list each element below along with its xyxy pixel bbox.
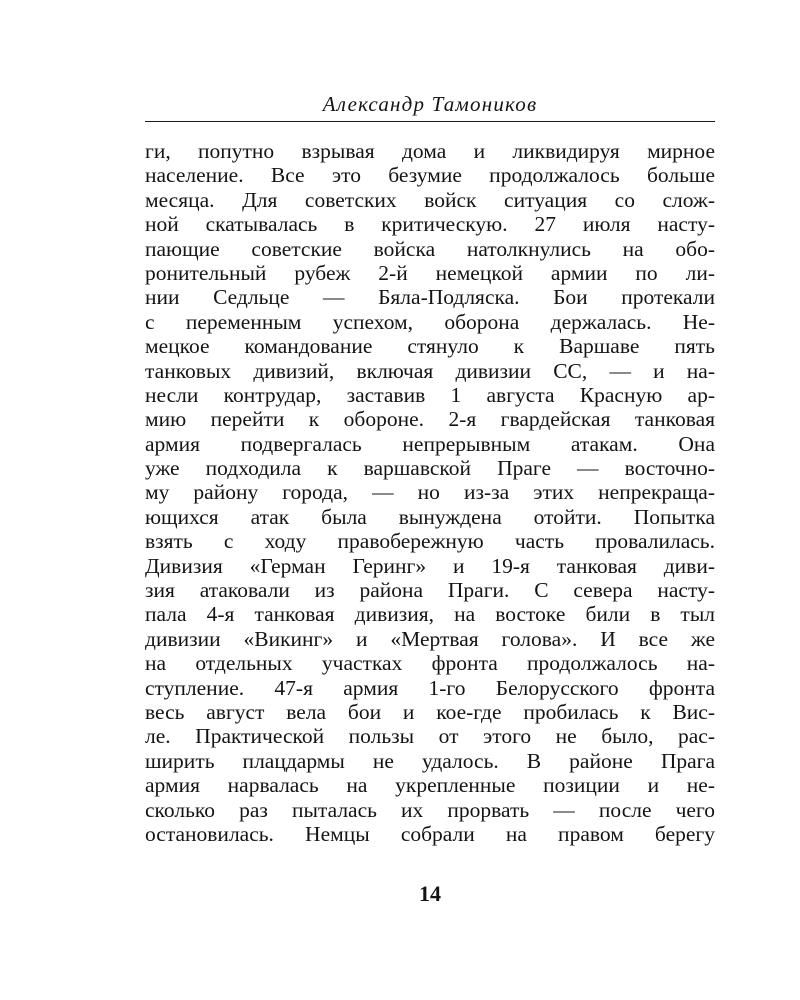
text-line: пающие советские войска натолкнулись на обо-: [145, 236, 715, 261]
text-line: армия подвергалась непрерывным атакам. Она: [145, 431, 715, 456]
text-line: с переменным успехом, оборона держалась. Не-: [145, 309, 715, 334]
text-line: танковых дивизий, включая дивизии СС, — и на-: [145, 358, 715, 383]
text-line: остановилась. Немцы собрали на правом берегу: [145, 821, 715, 846]
text-line: нии Седльце — Бяла-Подляска. Бои протекали: [145, 285, 715, 310]
text-line: Дивизия «Герман Геринг» и 19-я танковая диви-: [145, 553, 715, 578]
text-line: несли контрудар, заставив 1 августа Красную ар-: [145, 382, 715, 407]
text-line: ги, попутно взрывая дома и ликвидируя мирное: [145, 139, 715, 163]
text-line: му району города, — но из-за этих непрекраща-: [145, 480, 715, 505]
text-line: зия атаковали из района Праги. С севера насту-: [145, 578, 715, 603]
text-line: уже подходила к варшавской Праге — восточно-: [145, 456, 715, 481]
text-line: ронительный рубеж 2-й немецкой армии по ли-: [145, 260, 715, 285]
running-header-author: Александр Тамоников: [322, 92, 538, 116]
text-line: ширить плацдармы не удалось. В районе Прага: [145, 748, 715, 773]
header-rule: [145, 121, 715, 122]
text-line: мецкое командование стянуло к Варшаве пять: [145, 334, 715, 359]
text-line: ле. Практической пользы от этого не было, рас-: [145, 724, 715, 749]
text-line: весь август вела бои и кое-где пробилась к Вис-: [145, 699, 715, 724]
text-line: дивизии «Викинг» и «Мертвая голова». И все же: [145, 626, 715, 651]
text-line: ной скатывалась в критическую. 27 июля насту-: [145, 212, 715, 237]
body-text: [145, 139, 715, 846]
text-line: армия нарвалась на укрепленные позиции и не-: [145, 773, 715, 798]
page-number: 14: [419, 881, 441, 906]
text-line: взять с ходу правобережную часть провалилась.: [145, 529, 715, 554]
text-line: ющихся атак была вынуждена отойти. Попытка: [145, 504, 715, 529]
text-line: мию перейти к обороне. 2-я гвардейская танковая: [145, 407, 715, 432]
text-line: население. Все это безумие продолжалось больше: [145, 163, 715, 188]
text-line: месяца. Для советских войск ситуация со слож-: [145, 187, 715, 212]
text-line: сколько раз пыталась их прорвать — после чего: [145, 797, 715, 822]
text-line: на отдельных участках фронта продолжалось на-: [145, 651, 715, 676]
text-line: пала 4-я танковая дивизия, на востоке били в тыл: [145, 602, 715, 627]
text-line: ступление. 47-я армия 1-го Белорусского фронта: [145, 675, 715, 700]
